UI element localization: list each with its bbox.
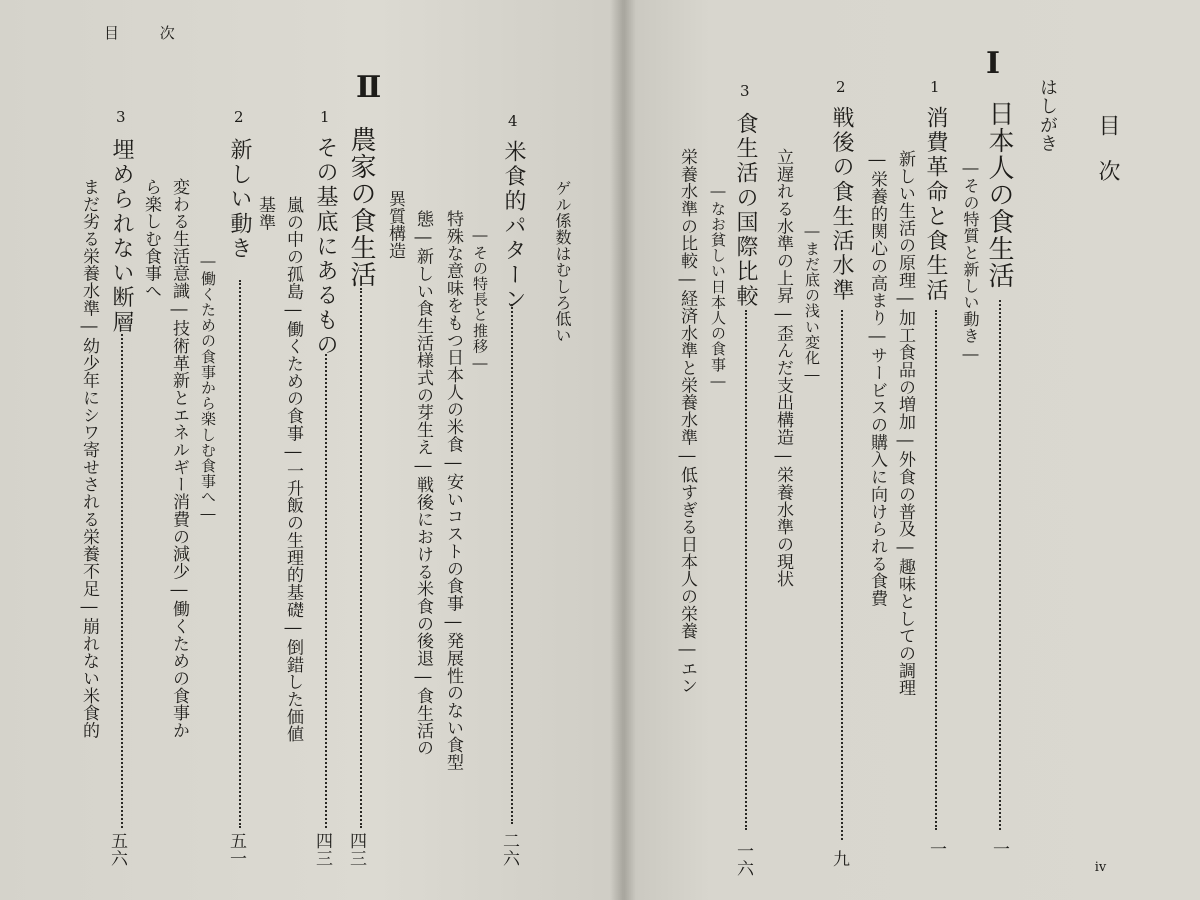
- preface-page: ⅳ: [1093, 860, 1108, 876]
- item1-body-line1: 新しい生活の原理―加工食品の増加―外食の普及―趣味としての調理: [895, 150, 915, 697]
- item2-page: 五一: [226, 832, 246, 868]
- item1-body-line1: 嵐の中の孤島―働くための食事―一升飯の生理的基礎―倒錯した価値: [283, 196, 303, 743]
- item1-page: 四三: [312, 832, 332, 868]
- item2-leader-dots: [239, 280, 241, 828]
- item2-number: 2: [836, 78, 846, 96]
- item3-page: 一六: [733, 842, 753, 878]
- item1-title: その基底にあるもの: [313, 136, 338, 358]
- part1-title: 日本人の食生活: [984, 100, 1014, 290]
- item4-title: 米食的パターン: [501, 140, 526, 313]
- item4-page: 二六: [499, 832, 519, 868]
- item1-body-line2: 基準: [255, 196, 275, 231]
- item4-body-line2: 態―新しい食生活様式の芽生え―戦後における米食の後退―食生活の: [413, 210, 433, 757]
- item3-title: 食生活の国際比較: [733, 112, 758, 310]
- item2-number: 2: [234, 108, 244, 126]
- book-gutter: [610, 0, 636, 900]
- part1-subtitle: ―その特質と新しい動き―: [961, 158, 980, 364]
- item1-number: 1: [320, 108, 330, 126]
- item1-leader-dots: [325, 354, 327, 828]
- item1-title: 消費革命と食生活: [923, 106, 948, 304]
- part1-leader-dots: [999, 300, 1001, 830]
- item2-subtitle: ―働くための食事から楽しむ食事へ―: [199, 252, 217, 524]
- part2-leader-dots: [360, 288, 362, 828]
- right-page-title: 目 次: [1095, 114, 1120, 183]
- item3-page: 五六: [107, 832, 127, 868]
- item3-leader-dots: [121, 334, 123, 828]
- left-page-header: 目 次: [104, 24, 193, 42]
- item2-leader-dots: [841, 310, 843, 840]
- item3-body-line1: まだ劣る栄養水準―幼少年にシワ寄せされる栄養不足―崩れない米食的: [79, 178, 99, 739]
- preface-title: はしがき: [1037, 78, 1058, 153]
- part2-title: 農家の食生活: [346, 126, 376, 289]
- item3-number: 3: [116, 108, 126, 126]
- item4-body-line1: 特殊な意味をもつ日本人の米食―安いコストの食事―発展性のない食型: [443, 210, 463, 771]
- item1-body-line2: ―栄養的関心の高まり―サービスの購入に向けられる食費: [867, 150, 887, 607]
- item2-body-line1: 立遅れる水準の上昇―歪んだ支出構造―栄養水準の現状: [773, 148, 793, 588]
- right-page: [624, 0, 1200, 900]
- item1-number: 1: [930, 78, 940, 96]
- item4-body-line3: 異質構造: [385, 190, 405, 260]
- part1-numeral: Ⅰ: [986, 46, 1001, 81]
- item1-leader-dots: [935, 310, 937, 830]
- item2-body-line2: ら楽しむ食事へ: [141, 178, 161, 300]
- part2-numeral: Ⅱ: [356, 70, 382, 105]
- item3-number: 3: [740, 82, 750, 100]
- item4-subtitle: ―その特長と推移―: [471, 226, 489, 373]
- item4-prev-line: ゲル係数はむしろ低い: [553, 180, 572, 344]
- item4-leader-dots: [511, 304, 513, 824]
- item2-title: 新しい動き: [227, 138, 252, 262]
- item2-page: 九: [829, 850, 849, 868]
- item3-body-line1: 栄養水準の比較―経済水準と栄養水準―低すぎる日本人の栄養―エン: [677, 148, 697, 695]
- item2-title: 戦後の食生活水準: [829, 106, 854, 304]
- part2-page: 四三: [346, 832, 366, 868]
- item4-number: 4: [508, 112, 518, 130]
- part1-page: 一: [989, 840, 1009, 858]
- item2-subtitle: ―まだ底の浅い変化―: [803, 222, 821, 384]
- item1-page: 一: [926, 840, 946, 858]
- item3-leader-dots: [745, 310, 747, 830]
- item3-title: 埋められない断層: [109, 138, 134, 336]
- item3-subtitle: ―なお貧しい日本人の食事―: [709, 182, 727, 391]
- item2-body-line1: 変わる生活意識―技術革新とエネルギー消費の減少―働くための食事か: [169, 178, 189, 739]
